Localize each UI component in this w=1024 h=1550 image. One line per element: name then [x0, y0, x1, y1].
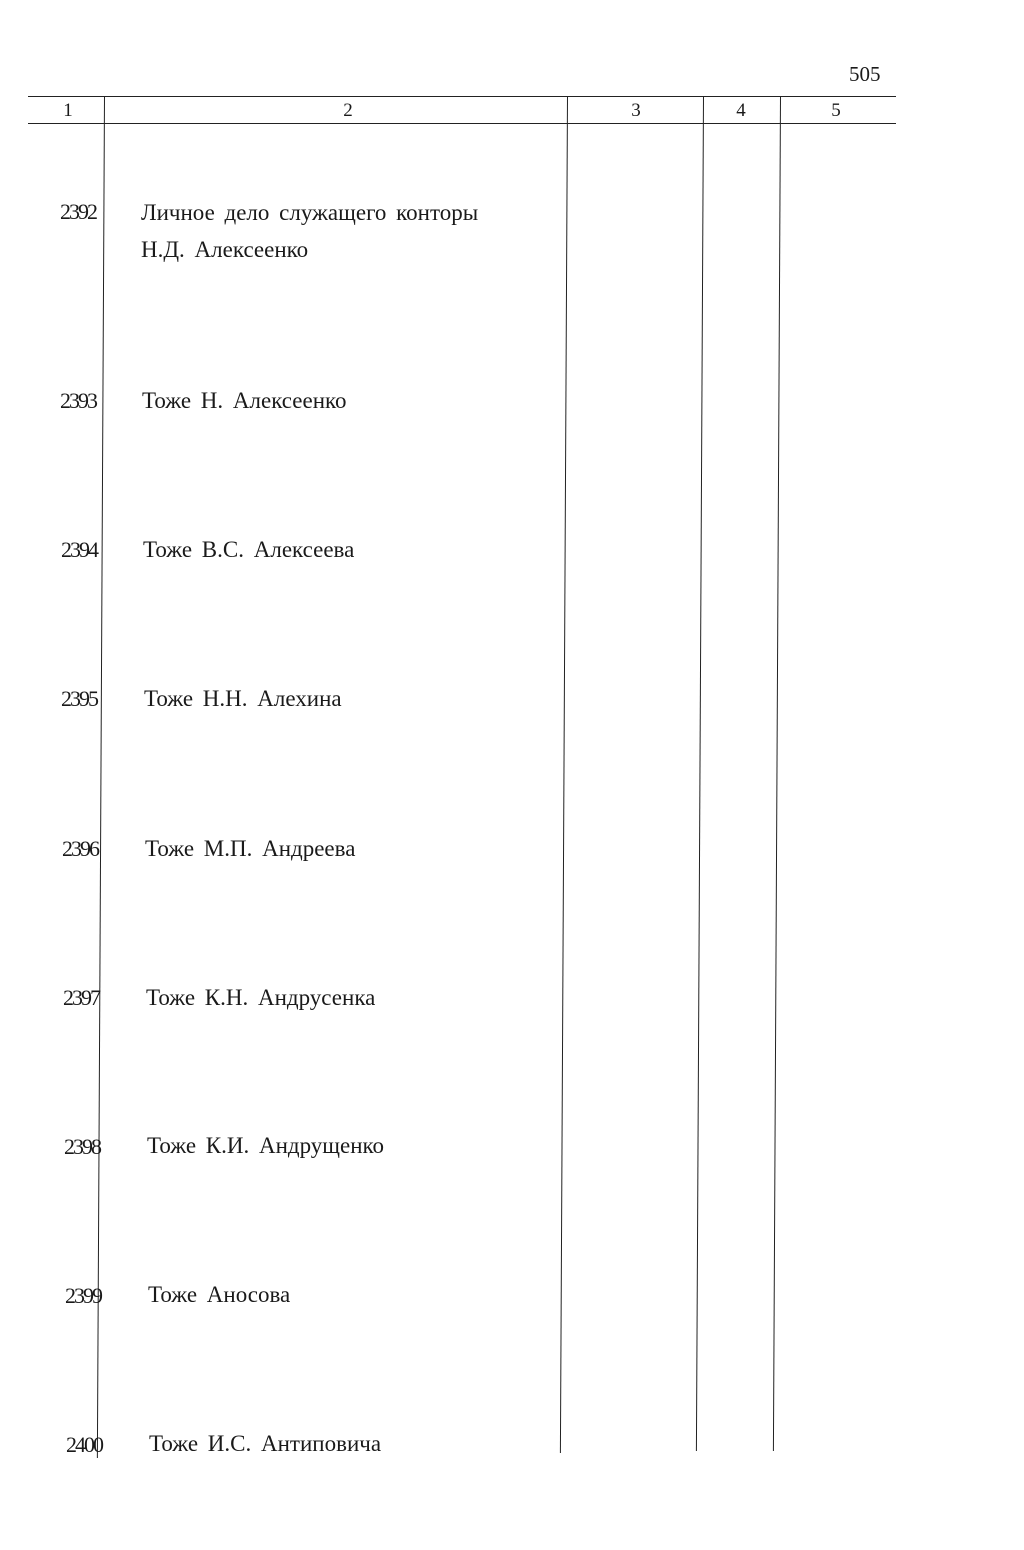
row-number: 2399 [65, 1283, 101, 1308]
row-number: 2396 [62, 836, 98, 861]
row-title: Тоже М.П. Андреева [145, 836, 356, 861]
column-header-5: 5 [831, 100, 841, 121]
row-number: 2392 [60, 199, 96, 224]
row-number: 2395 [61, 686, 97, 711]
row-title: Тоже К.И. Андрущенко [147, 1133, 385, 1158]
column-divider-4 [773, 96, 781, 1451]
row-title: Тоже Н.Н. Алехина [144, 686, 342, 711]
column-header-1: 1 [63, 100, 73, 121]
row-title [141, 194, 478, 268]
row-title: Тоже Н. Алексеенко [142, 388, 347, 413]
column-header-3: 3 [631, 100, 641, 121]
table-header-rule [28, 123, 896, 124]
row-number: 2398 [64, 1134, 100, 1159]
page-number: 505 [849, 62, 881, 86]
row-number: 2397 [63, 985, 99, 1010]
table-top-rule [28, 96, 896, 97]
row-number: 2400 [66, 1432, 102, 1457]
row-number: 2393 [60, 388, 96, 413]
row-number: 2394 [61, 537, 97, 562]
row-title-line: Личное дело служащего конторы [141, 200, 479, 225]
column-header-2: 2 [343, 100, 353, 121]
column-divider-3 [696, 96, 704, 1451]
row-title: Тоже Аносова [148, 1282, 291, 1307]
row-title-line: Н.Д. Алексеенко [141, 237, 309, 262]
row-title: Тоже К.Н. Андрусенка [146, 985, 376, 1010]
column-divider-1 [97, 96, 105, 1458]
column-header-4: 4 [736, 100, 746, 121]
column-divider-2 [560, 96, 568, 1453]
row-title: Тоже И.С. Антиповича [149, 1431, 382, 1456]
row-title: Тоже В.С. Алексеева [143, 537, 355, 562]
